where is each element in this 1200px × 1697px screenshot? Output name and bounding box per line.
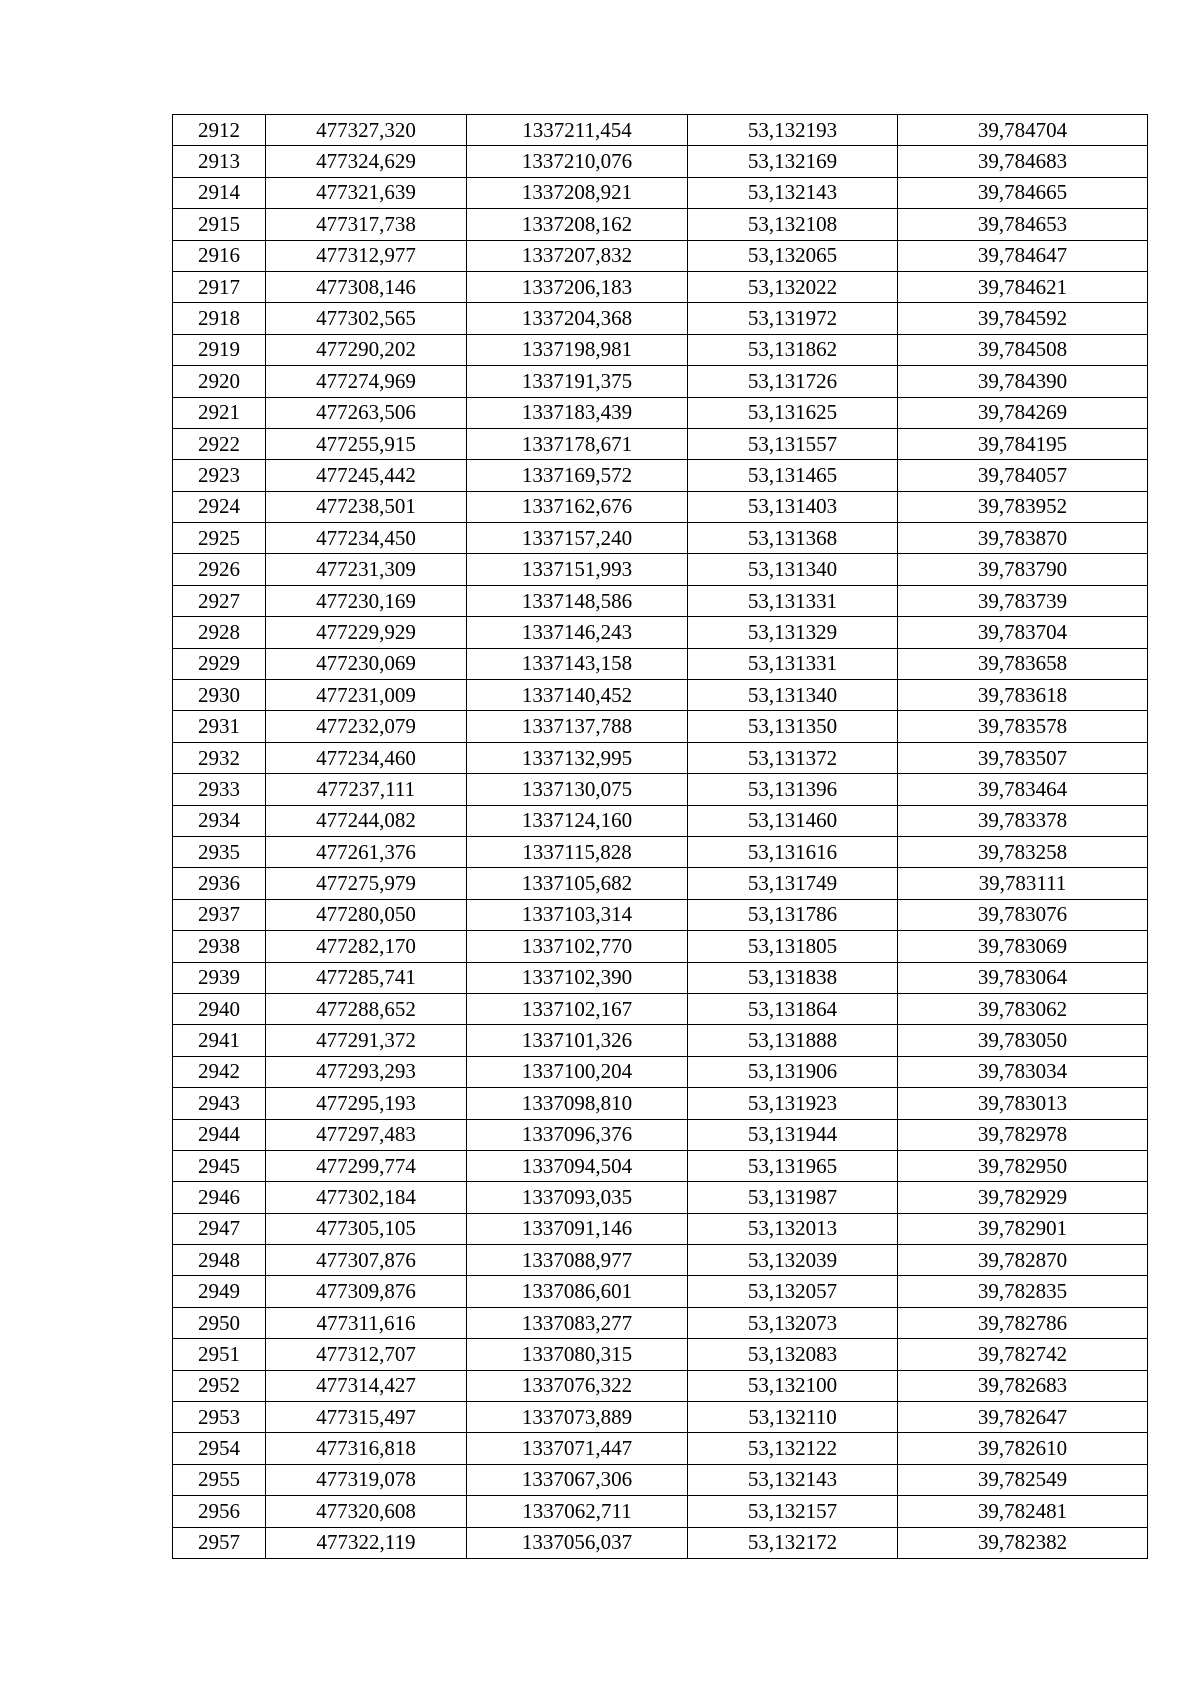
latitude-cell: 53,131987 xyxy=(688,1182,898,1213)
latitude-cell: 53,131786 xyxy=(688,899,898,930)
latitude-cell: 53,131340 xyxy=(688,680,898,711)
table-row xyxy=(173,240,1148,271)
table-row xyxy=(173,428,1148,459)
longitude-cell: 39,784195 xyxy=(898,428,1148,459)
y-coordinate-cell: 1337083,277 xyxy=(467,1307,688,1338)
table-row xyxy=(173,617,1148,648)
latitude-cell: 53,131749 xyxy=(688,868,898,899)
x-coordinate-cell: 477244,082 xyxy=(266,805,467,836)
coordinates-table xyxy=(172,114,1148,1559)
x-coordinate-cell: 477231,009 xyxy=(266,680,467,711)
longitude-cell: 39,782786 xyxy=(898,1307,1148,1338)
y-coordinate-cell: 1337157,240 xyxy=(467,523,688,554)
table-row xyxy=(173,1402,1148,1433)
y-coordinate-cell: 1337169,572 xyxy=(467,460,688,491)
table-row xyxy=(173,460,1148,491)
latitude-cell: 53,131350 xyxy=(688,711,898,742)
x-coordinate-cell: 477234,450 xyxy=(266,523,467,554)
table-row xyxy=(173,271,1148,302)
table-row xyxy=(173,1276,1148,1307)
table-row xyxy=(173,523,1148,554)
x-coordinate-cell: 477320,608 xyxy=(266,1496,467,1527)
y-coordinate-cell: 1337056,037 xyxy=(467,1527,688,1558)
y-coordinate-cell: 1337143,158 xyxy=(467,648,688,679)
longitude-cell: 39,783064 xyxy=(898,962,1148,993)
coordinates-table-body xyxy=(173,115,1148,1559)
x-coordinate-cell: 477263,506 xyxy=(266,397,467,428)
point-number-cell: 2934 xyxy=(173,805,266,836)
x-coordinate-cell: 477232,079 xyxy=(266,711,467,742)
point-number-cell: 2946 xyxy=(173,1182,266,1213)
point-number-cell: 2927 xyxy=(173,585,266,616)
x-coordinate-cell: 477297,483 xyxy=(266,1119,467,1150)
point-number-cell: 2953 xyxy=(173,1402,266,1433)
table-row xyxy=(173,303,1148,334)
longitude-cell: 39,784704 xyxy=(898,115,1148,146)
x-coordinate-cell: 477293,293 xyxy=(266,1056,467,1087)
table-row xyxy=(173,711,1148,742)
table-row xyxy=(173,554,1148,585)
y-coordinate-cell: 1337071,447 xyxy=(467,1433,688,1464)
table-row xyxy=(173,1119,1148,1150)
x-coordinate-cell: 477230,069 xyxy=(266,648,467,679)
point-number-cell: 2926 xyxy=(173,554,266,585)
latitude-cell: 53,131329 xyxy=(688,617,898,648)
y-coordinate-cell: 1337100,204 xyxy=(467,1056,688,1087)
longitude-cell: 39,783739 xyxy=(898,585,1148,616)
longitude-cell: 39,784621 xyxy=(898,271,1148,302)
x-coordinate-cell: 477302,565 xyxy=(266,303,467,334)
point-number-cell: 2920 xyxy=(173,366,266,397)
table-row xyxy=(173,397,1148,428)
x-coordinate-cell: 477309,876 xyxy=(266,1276,467,1307)
latitude-cell: 53,132193 xyxy=(688,115,898,146)
x-coordinate-cell: 477327,320 xyxy=(266,115,467,146)
y-coordinate-cell: 1337206,183 xyxy=(467,271,688,302)
x-coordinate-cell: 477261,376 xyxy=(266,836,467,867)
longitude-cell: 39,784269 xyxy=(898,397,1148,428)
longitude-cell: 39,783507 xyxy=(898,742,1148,773)
table-row xyxy=(173,115,1148,146)
longitude-cell: 39,783076 xyxy=(898,899,1148,930)
latitude-cell: 53,131340 xyxy=(688,554,898,585)
y-coordinate-cell: 1337140,452 xyxy=(467,680,688,711)
point-number-cell: 2923 xyxy=(173,460,266,491)
table-row xyxy=(173,491,1148,522)
latitude-cell: 53,131403 xyxy=(688,491,898,522)
x-coordinate-cell: 477229,929 xyxy=(266,617,467,648)
y-coordinate-cell: 1337101,326 xyxy=(467,1025,688,1056)
x-coordinate-cell: 477290,202 xyxy=(266,334,467,365)
point-number-cell: 2942 xyxy=(173,1056,266,1087)
longitude-cell: 39,783870 xyxy=(898,523,1148,554)
longitude-cell: 39,782481 xyxy=(898,1496,1148,1527)
point-number-cell: 2941 xyxy=(173,1025,266,1056)
longitude-cell: 39,784390 xyxy=(898,366,1148,397)
y-coordinate-cell: 1337198,981 xyxy=(467,334,688,365)
longitude-cell: 39,782382 xyxy=(898,1527,1148,1558)
x-coordinate-cell: 477234,460 xyxy=(266,742,467,773)
point-number-cell: 2948 xyxy=(173,1245,266,1276)
latitude-cell: 53,131465 xyxy=(688,460,898,491)
longitude-cell: 39,782901 xyxy=(898,1213,1148,1244)
latitude-cell: 53,132022 xyxy=(688,271,898,302)
latitude-cell: 53,132172 xyxy=(688,1527,898,1558)
table-row xyxy=(173,1025,1148,1056)
table-row xyxy=(173,1307,1148,1338)
point-number-cell: 2956 xyxy=(173,1496,266,1527)
latitude-cell: 53,131726 xyxy=(688,366,898,397)
latitude-cell: 53,131331 xyxy=(688,648,898,679)
table-row xyxy=(173,680,1148,711)
latitude-cell: 53,131838 xyxy=(688,962,898,993)
y-coordinate-cell: 1337115,828 xyxy=(467,836,688,867)
longitude-cell: 39,784647 xyxy=(898,240,1148,271)
y-coordinate-cell: 1337183,439 xyxy=(467,397,688,428)
point-number-cell: 2933 xyxy=(173,774,266,805)
latitude-cell: 53,131368 xyxy=(688,523,898,554)
point-number-cell: 2922 xyxy=(173,428,266,459)
latitude-cell: 53,132108 xyxy=(688,209,898,240)
table-row xyxy=(173,585,1148,616)
longitude-cell: 39,784508 xyxy=(898,334,1148,365)
y-coordinate-cell: 1337151,993 xyxy=(467,554,688,585)
longitude-cell: 39,783069 xyxy=(898,931,1148,962)
point-number-cell: 2951 xyxy=(173,1339,266,1370)
latitude-cell: 53,131888 xyxy=(688,1025,898,1056)
point-number-cell: 2950 xyxy=(173,1307,266,1338)
longitude-cell: 39,784683 xyxy=(898,146,1148,177)
longitude-cell: 39,783704 xyxy=(898,617,1148,648)
longitude-cell: 39,783618 xyxy=(898,680,1148,711)
point-number-cell: 2932 xyxy=(173,742,266,773)
x-coordinate-cell: 477302,184 xyxy=(266,1182,467,1213)
y-coordinate-cell: 1337076,322 xyxy=(467,1370,688,1401)
latitude-cell: 53,132065 xyxy=(688,240,898,271)
table-row xyxy=(173,1496,1148,1527)
longitude-cell: 39,783111 xyxy=(898,868,1148,899)
latitude-cell: 53,131965 xyxy=(688,1150,898,1181)
y-coordinate-cell: 1337137,788 xyxy=(467,711,688,742)
longitude-cell: 39,782549 xyxy=(898,1464,1148,1495)
latitude-cell: 53,131944 xyxy=(688,1119,898,1150)
x-coordinate-cell: 477288,652 xyxy=(266,993,467,1024)
x-coordinate-cell: 477312,977 xyxy=(266,240,467,271)
point-number-cell: 2943 xyxy=(173,1088,266,1119)
x-coordinate-cell: 477308,146 xyxy=(266,271,467,302)
y-coordinate-cell: 1337080,315 xyxy=(467,1339,688,1370)
longitude-cell: 39,782950 xyxy=(898,1150,1148,1181)
latitude-cell: 53,132157 xyxy=(688,1496,898,1527)
point-number-cell: 2957 xyxy=(173,1527,266,1558)
point-number-cell: 2931 xyxy=(173,711,266,742)
latitude-cell: 53,132039 xyxy=(688,1245,898,1276)
x-coordinate-cell: 477311,616 xyxy=(266,1307,467,1338)
longitude-cell: 39,783578 xyxy=(898,711,1148,742)
table-row xyxy=(173,931,1148,962)
longitude-cell: 39,782683 xyxy=(898,1370,1148,1401)
y-coordinate-cell: 1337102,390 xyxy=(467,962,688,993)
point-number-cell: 2929 xyxy=(173,648,266,679)
x-coordinate-cell: 477282,170 xyxy=(266,931,467,962)
y-coordinate-cell: 1337102,770 xyxy=(467,931,688,962)
x-coordinate-cell: 477255,915 xyxy=(266,428,467,459)
table-row xyxy=(173,648,1148,679)
y-coordinate-cell: 1337096,376 xyxy=(467,1119,688,1150)
table-row xyxy=(173,1370,1148,1401)
y-coordinate-cell: 1337178,671 xyxy=(467,428,688,459)
point-number-cell: 2918 xyxy=(173,303,266,334)
y-coordinate-cell: 1337130,075 xyxy=(467,774,688,805)
y-coordinate-cell: 1337105,682 xyxy=(467,868,688,899)
table-row xyxy=(173,146,1148,177)
y-coordinate-cell: 1337094,504 xyxy=(467,1150,688,1181)
longitude-cell: 39,782610 xyxy=(898,1433,1148,1464)
point-number-cell: 2940 xyxy=(173,993,266,1024)
point-number-cell: 2936 xyxy=(173,868,266,899)
x-coordinate-cell: 477305,105 xyxy=(266,1213,467,1244)
y-coordinate-cell: 1337191,375 xyxy=(467,366,688,397)
y-coordinate-cell: 1337162,676 xyxy=(467,491,688,522)
point-number-cell: 2914 xyxy=(173,177,266,208)
latitude-cell: 53,131625 xyxy=(688,397,898,428)
y-coordinate-cell: 1337102,167 xyxy=(467,993,688,1024)
point-number-cell: 2913 xyxy=(173,146,266,177)
y-coordinate-cell: 1337124,160 xyxy=(467,805,688,836)
latitude-cell: 53,131906 xyxy=(688,1056,898,1087)
point-number-cell: 2912 xyxy=(173,115,266,146)
x-coordinate-cell: 477230,169 xyxy=(266,585,467,616)
longitude-cell: 39,783062 xyxy=(898,993,1148,1024)
table-row xyxy=(173,177,1148,208)
y-coordinate-cell: 1337067,306 xyxy=(467,1464,688,1495)
latitude-cell: 53,131923 xyxy=(688,1088,898,1119)
table-row xyxy=(173,1339,1148,1370)
x-coordinate-cell: 477295,193 xyxy=(266,1088,467,1119)
point-number-cell: 2955 xyxy=(173,1464,266,1495)
x-coordinate-cell: 477299,774 xyxy=(266,1150,467,1181)
longitude-cell: 39,784057 xyxy=(898,460,1148,491)
x-coordinate-cell: 477307,876 xyxy=(266,1245,467,1276)
point-number-cell: 2952 xyxy=(173,1370,266,1401)
table-row xyxy=(173,962,1148,993)
latitude-cell: 53,132100 xyxy=(688,1370,898,1401)
latitude-cell: 53,132143 xyxy=(688,1464,898,1495)
x-coordinate-cell: 477285,741 xyxy=(266,962,467,993)
y-coordinate-cell: 1337098,810 xyxy=(467,1088,688,1119)
longitude-cell: 39,782929 xyxy=(898,1182,1148,1213)
y-coordinate-cell: 1337148,586 xyxy=(467,585,688,616)
table-row xyxy=(173,1433,1148,1464)
latitude-cell: 53,131862 xyxy=(688,334,898,365)
latitude-cell: 53,131616 xyxy=(688,836,898,867)
point-number-cell: 2954 xyxy=(173,1433,266,1464)
table-row xyxy=(173,899,1148,930)
y-coordinate-cell: 1337103,314 xyxy=(467,899,688,930)
latitude-cell: 53,131972 xyxy=(688,303,898,334)
point-number-cell: 2937 xyxy=(173,899,266,930)
point-number-cell: 2916 xyxy=(173,240,266,271)
latitude-cell: 53,132083 xyxy=(688,1339,898,1370)
point-number-cell: 2947 xyxy=(173,1213,266,1244)
y-coordinate-cell: 1337204,368 xyxy=(467,303,688,334)
latitude-cell: 53,131557 xyxy=(688,428,898,459)
y-coordinate-cell: 1337208,921 xyxy=(467,177,688,208)
table-row xyxy=(173,1213,1148,1244)
latitude-cell: 53,131372 xyxy=(688,742,898,773)
x-coordinate-cell: 477274,969 xyxy=(266,366,467,397)
longitude-cell: 39,783013 xyxy=(898,1088,1148,1119)
x-coordinate-cell: 477315,497 xyxy=(266,1402,467,1433)
point-number-cell: 2939 xyxy=(173,962,266,993)
latitude-cell: 53,132143 xyxy=(688,177,898,208)
longitude-cell: 39,782742 xyxy=(898,1339,1148,1370)
table-row xyxy=(173,1182,1148,1213)
point-number-cell: 2935 xyxy=(173,836,266,867)
x-coordinate-cell: 477322,119 xyxy=(266,1527,467,1558)
y-coordinate-cell: 1337091,146 xyxy=(467,1213,688,1244)
point-number-cell: 2930 xyxy=(173,680,266,711)
point-number-cell: 2945 xyxy=(173,1150,266,1181)
table-row xyxy=(173,1056,1148,1087)
x-coordinate-cell: 477245,442 xyxy=(266,460,467,491)
longitude-cell: 39,783464 xyxy=(898,774,1148,805)
x-coordinate-cell: 477237,111 xyxy=(266,774,467,805)
point-number-cell: 2944 xyxy=(173,1119,266,1150)
x-coordinate-cell: 477238,501 xyxy=(266,491,467,522)
table-row xyxy=(173,993,1148,1024)
y-coordinate-cell: 1337088,977 xyxy=(467,1245,688,1276)
point-number-cell: 2919 xyxy=(173,334,266,365)
x-coordinate-cell: 477324,629 xyxy=(266,146,467,177)
point-number-cell: 2938 xyxy=(173,931,266,962)
latitude-cell: 53,131864 xyxy=(688,993,898,1024)
y-coordinate-cell: 1337207,832 xyxy=(467,240,688,271)
x-coordinate-cell: 477275,979 xyxy=(266,868,467,899)
table-row xyxy=(173,774,1148,805)
latitude-cell: 53,132013 xyxy=(688,1213,898,1244)
table-row xyxy=(173,742,1148,773)
longitude-cell: 39,784592 xyxy=(898,303,1148,334)
longitude-cell: 39,784665 xyxy=(898,177,1148,208)
table-row xyxy=(173,1527,1148,1558)
longitude-cell: 39,783790 xyxy=(898,554,1148,585)
x-coordinate-cell: 477316,818 xyxy=(266,1433,467,1464)
point-number-cell: 2915 xyxy=(173,209,266,240)
longitude-cell: 39,784653 xyxy=(898,209,1148,240)
y-coordinate-cell: 1337086,601 xyxy=(467,1276,688,1307)
y-coordinate-cell: 1337062,711 xyxy=(467,1496,688,1527)
x-coordinate-cell: 477317,738 xyxy=(266,209,467,240)
table-row xyxy=(173,1088,1148,1119)
longitude-cell: 39,783034 xyxy=(898,1056,1148,1087)
latitude-cell: 53,132110 xyxy=(688,1402,898,1433)
latitude-cell: 53,132057 xyxy=(688,1276,898,1307)
y-coordinate-cell: 1337211,454 xyxy=(467,115,688,146)
x-coordinate-cell: 477280,050 xyxy=(266,899,467,930)
y-coordinate-cell: 1337073,889 xyxy=(467,1402,688,1433)
longitude-cell: 39,783258 xyxy=(898,836,1148,867)
y-coordinate-cell: 1337132,995 xyxy=(467,742,688,773)
longitude-cell: 39,783378 xyxy=(898,805,1148,836)
latitude-cell: 53,131331 xyxy=(688,585,898,616)
x-coordinate-cell: 477319,078 xyxy=(266,1464,467,1495)
y-coordinate-cell: 1337210,076 xyxy=(467,146,688,177)
table-row xyxy=(173,1150,1148,1181)
x-coordinate-cell: 477321,639 xyxy=(266,177,467,208)
x-coordinate-cell: 477312,707 xyxy=(266,1339,467,1370)
table-row xyxy=(173,334,1148,365)
point-number-cell: 2925 xyxy=(173,523,266,554)
latitude-cell: 53,131396 xyxy=(688,774,898,805)
x-coordinate-cell: 477291,372 xyxy=(266,1025,467,1056)
latitude-cell: 53,132073 xyxy=(688,1307,898,1338)
longitude-cell: 39,783952 xyxy=(898,491,1148,522)
point-number-cell: 2917 xyxy=(173,271,266,302)
longitude-cell: 39,782835 xyxy=(898,1276,1148,1307)
longitude-cell: 39,782978 xyxy=(898,1119,1148,1150)
x-coordinate-cell: 477314,427 xyxy=(266,1370,467,1401)
longitude-cell: 39,782870 xyxy=(898,1245,1148,1276)
y-coordinate-cell: 1337208,162 xyxy=(467,209,688,240)
table-row xyxy=(173,836,1148,867)
table-row xyxy=(173,868,1148,899)
y-coordinate-cell: 1337146,243 xyxy=(467,617,688,648)
longitude-cell: 39,783050 xyxy=(898,1025,1148,1056)
x-coordinate-cell: 477231,309 xyxy=(266,554,467,585)
latitude-cell: 53,132122 xyxy=(688,1433,898,1464)
point-number-cell: 2949 xyxy=(173,1276,266,1307)
table-row xyxy=(173,805,1148,836)
table-row xyxy=(173,209,1148,240)
longitude-cell: 39,783658 xyxy=(898,648,1148,679)
longitude-cell: 39,782647 xyxy=(898,1402,1148,1433)
point-number-cell: 2921 xyxy=(173,397,266,428)
point-number-cell: 2924 xyxy=(173,491,266,522)
table-row xyxy=(173,1464,1148,1495)
point-number-cell: 2928 xyxy=(173,617,266,648)
latitude-cell: 53,131460 xyxy=(688,805,898,836)
latitude-cell: 53,131805 xyxy=(688,931,898,962)
table-row xyxy=(173,366,1148,397)
latitude-cell: 53,132169 xyxy=(688,146,898,177)
y-coordinate-cell: 1337093,035 xyxy=(467,1182,688,1213)
table-row xyxy=(173,1245,1148,1276)
